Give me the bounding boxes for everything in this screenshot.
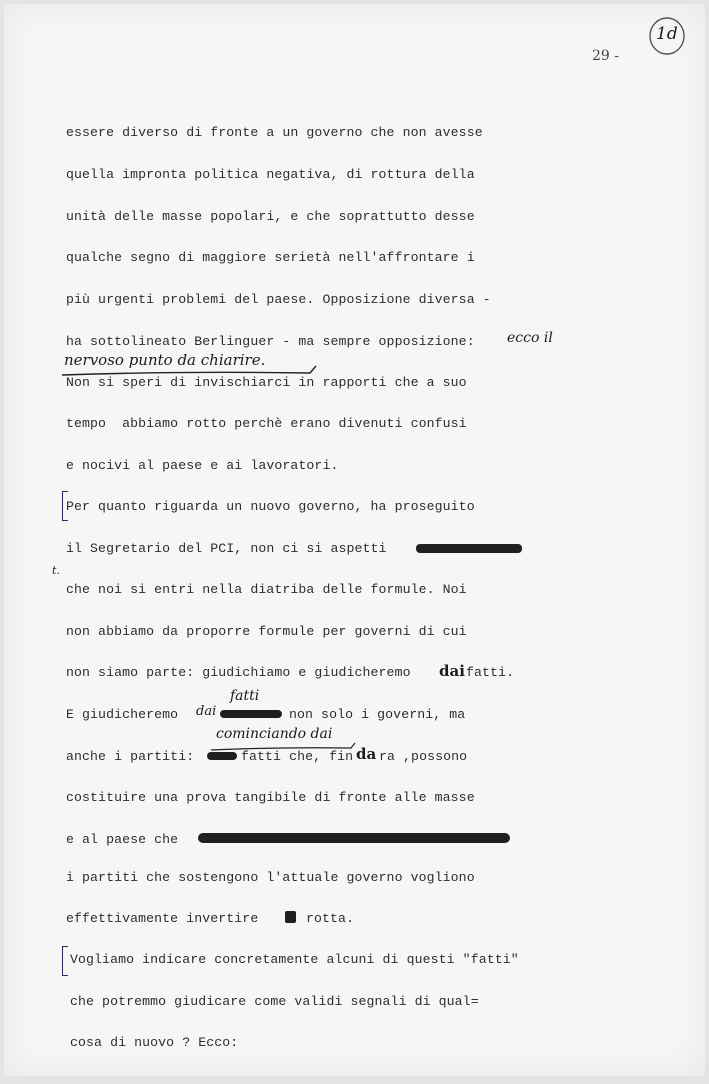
text-line-14-end: fatti. [466, 665, 515, 680]
text-line-20: effettivamente invertire [66, 911, 259, 926]
text-line-7: Non si speri di invischiarci in rapporti che a suo [66, 375, 467, 390]
archive-stamp-number: 1d [656, 24, 678, 44]
text-line-4: qualche segno di maggiore serietà nell'affrontare i [66, 250, 475, 265]
handwritten-dai-2: dai [196, 704, 217, 719]
text-line-23: cosa di nuovo ? Ecco: [70, 1035, 239, 1050]
handwritten-dai-1: dai [439, 662, 465, 680]
text-line-16-end: ra ,possono [379, 749, 468, 764]
text-line-18: e al paese che [66, 832, 179, 847]
text-line-2: quella impronta politica negativa, di rottura della [66, 167, 475, 182]
handwritten-note-line: nervoso punto da chiarire. [64, 351, 266, 369]
struck-out-word [416, 544, 522, 553]
text-line-8: tempo abbiamo rotto perchè erano divenuti confusi [66, 416, 467, 431]
handwritten-cominciando: cominciando dai [216, 726, 333, 742]
text-line-6: ha sottolineato Berlinguer - ma sempre opposizione: [66, 334, 475, 349]
struck-out-phrase [198, 833, 510, 843]
text-line-17: costituire una prova tangibile di fronte alle masse [66, 790, 475, 805]
text-line-15: E giudicheremo [66, 707, 179, 722]
text-line-11: il Segretario del PCI, non ci si aspetti [66, 541, 387, 556]
struck-out-word-3 [207, 752, 237, 760]
text-line-5: più urgenti problemi del paese. Opposizione diversa - [66, 292, 491, 307]
text-line-16: anche i partiti: [66, 749, 195, 764]
handwritten-margin-note: ecco il [507, 330, 553, 346]
text-line-20-end: rotta. [306, 911, 355, 926]
text-line-19: i partiti che sostengono l'attuale governo vogliono [66, 870, 475, 885]
text-line-21: Vogliamo indicare concretamente alcuni di questi "fatti" [70, 952, 519, 967]
document-page [4, 4, 705, 1076]
text-line-22: che potremmo giudicare come validi segnali di qual= [70, 994, 479, 1009]
handwritten-da-insert: da [356, 745, 377, 763]
text-line-3: unità delle masse popolari, e che soprattutto desse [66, 209, 475, 224]
text-line-9: e nocivi al paese e ai lavoratori. [66, 458, 339, 473]
text-line-15-end: non solo i governi, ma [289, 707, 466, 722]
page-number: 29 - [592, 48, 619, 64]
text-line-1: essere diverso di fronte a un governo che non avesse [66, 125, 483, 140]
text-line-14: non siamo parte: giudichiamo e giudicheremo [66, 665, 411, 680]
text-line-16-mid: fatti che, fin [241, 749, 354, 764]
text-line-13: non abbiamo da proporre formule per governi di cui [66, 624, 467, 639]
text-line-12: che noi si entri nella diatriba delle formule. Noi [66, 582, 467, 597]
handwritten-fatti-above: fatti [230, 688, 260, 704]
struck-out-word-2 [220, 710, 282, 718]
struck-out-letter [285, 911, 296, 923]
margin-bracket-2 [62, 946, 68, 976]
text-line-10: Per quanto riguarda un nuovo governo, ha proseguito [66, 499, 475, 514]
handwritten-margin-mark: t. [52, 564, 60, 577]
